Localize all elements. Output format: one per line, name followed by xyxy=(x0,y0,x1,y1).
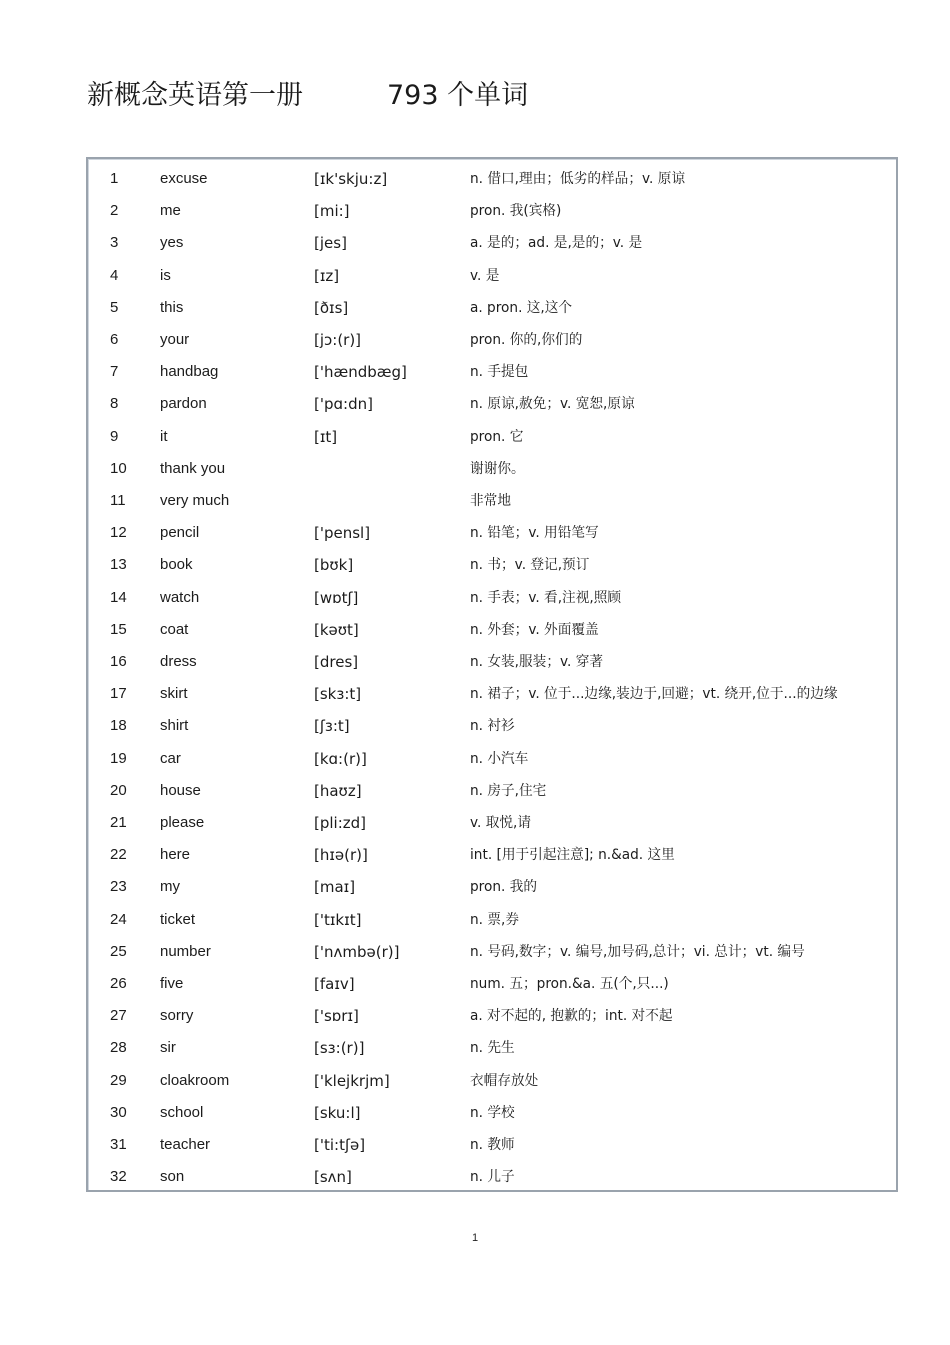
entry-word: me xyxy=(160,202,181,220)
entry-number: 5 xyxy=(110,298,119,316)
entry-number: 17 xyxy=(110,685,127,703)
table-row xyxy=(88,710,896,742)
entry-definition: v. 是 xyxy=(470,267,500,284)
entry-number: 10 xyxy=(110,459,127,477)
entry-definition: n. 衬衫 xyxy=(470,718,515,735)
table-row xyxy=(88,936,896,968)
entry-definition: n. 原谅,赦免；v. 宽恕,原谅 xyxy=(470,396,635,413)
entry-definition: a. 对不起的, 抱歉的；int. 对不起 xyxy=(470,1008,673,1025)
table-row xyxy=(88,1097,896,1129)
entry-phonetic: [skɜ:t] xyxy=(314,685,362,704)
entry-number: 19 xyxy=(110,749,127,767)
entry-number: 9 xyxy=(110,427,119,445)
entry-definition: pron. 我的 xyxy=(470,879,538,896)
entry-phonetic: [hɪə(r)] xyxy=(314,846,368,865)
entry-number: 26 xyxy=(110,975,127,992)
book-title: 新概念英语第一册 xyxy=(87,79,303,111)
entry-definition: n. 手表；v. 看,注视,照顾 xyxy=(470,589,622,606)
entry-number: 6 xyxy=(110,331,119,348)
entry-word: teacher xyxy=(160,1136,211,1153)
table-row xyxy=(88,549,896,581)
entry-word: yes xyxy=(160,234,184,252)
entry-number: 8 xyxy=(110,395,119,413)
entry-number: 27 xyxy=(110,1007,127,1025)
entry-word: cloakroom xyxy=(160,1071,230,1089)
table-row xyxy=(88,968,896,1000)
entry-word: excuse xyxy=(160,170,208,187)
entry-word: car xyxy=(160,749,181,767)
entry-phonetic: ['pɑ:dn] xyxy=(314,395,373,414)
table-row xyxy=(88,227,896,259)
entry-phonetic xyxy=(314,485,464,517)
entry-word: skirt xyxy=(160,685,188,703)
entry-definition: pron. 它 xyxy=(470,428,524,445)
entry-definition: 非常地 xyxy=(470,493,511,509)
vocabulary-table xyxy=(86,157,898,1192)
entry-definition: 谢谢你。 xyxy=(470,460,525,477)
entry-definition: n. 房子,住宅 xyxy=(470,782,547,799)
table-row xyxy=(88,646,896,678)
table-row xyxy=(88,485,896,517)
entry-word: son xyxy=(160,1168,185,1186)
entry-word: book xyxy=(160,556,193,574)
entry-word: ticket xyxy=(160,910,196,928)
entry-number: 11 xyxy=(110,492,126,509)
entry-number: 20 xyxy=(110,781,127,799)
table-row xyxy=(88,839,896,871)
entry-phonetic: [maɪ] xyxy=(314,878,356,897)
entry-definition: n. 票,券 xyxy=(470,911,520,928)
entry-word: house xyxy=(160,781,201,799)
table-row xyxy=(88,743,896,775)
entry-number: 25 xyxy=(110,942,127,960)
entry-phonetic xyxy=(314,453,464,485)
entry-number: 18 xyxy=(110,717,127,735)
entry-word: this xyxy=(160,298,184,316)
table-row xyxy=(88,195,896,227)
table-row xyxy=(88,904,896,936)
entry-phonetic: [kɑ:(r)] xyxy=(314,749,367,768)
entry-phonetic: [kəʊt] xyxy=(314,620,359,639)
entry-number: 4 xyxy=(110,266,119,284)
entry-definition: 衣帽存放处 xyxy=(470,1072,539,1089)
entry-word: my xyxy=(160,878,180,896)
entry-definition: v. 取悦,请 xyxy=(470,815,532,831)
entry-phonetic: [ɪk'skju:z] xyxy=(314,170,388,188)
entry-definition: n. 小汽车 xyxy=(470,750,529,767)
entry-number: 1 xyxy=(110,170,119,187)
entry-phonetic: [mi:] xyxy=(314,202,350,221)
entry-number: 3 xyxy=(110,234,119,252)
table-row xyxy=(88,1000,896,1032)
table-row xyxy=(88,324,896,356)
entry-definition: n. 铅笔；v. 用铅笔写 xyxy=(470,525,599,542)
table-row xyxy=(88,678,896,710)
entry-definition: pron. 你的,你们的 xyxy=(470,332,583,348)
entry-number: 31 xyxy=(110,1136,127,1153)
entry-definition: n. 裙子；v. 位于...边缘,装边于,回避；vt. 绕开,位于...的边缘 xyxy=(470,686,838,703)
entry-phonetic: [jɔ:(r)] xyxy=(314,331,362,349)
entry-number: 14 xyxy=(110,588,127,606)
entry-word: it xyxy=(160,427,168,445)
entry-phonetic: [ɪt] xyxy=(314,427,338,446)
entry-phonetic: [sku:l] xyxy=(314,1103,361,1122)
entry-word: dress xyxy=(160,653,197,670)
entry-phonetic: ['hændbæg] xyxy=(314,363,407,382)
entry-definition: n. 女装,服装；v. 穿著 xyxy=(470,654,604,670)
entry-phonetic: ['klejkrjm] xyxy=(314,1071,390,1090)
word-count: 793 个单词 xyxy=(387,79,529,111)
entry-phonetic: ['pensl] xyxy=(314,524,371,543)
entry-word: thank you xyxy=(160,459,226,477)
entry-number: 15 xyxy=(110,620,127,638)
entry-word: your xyxy=(160,331,190,348)
page-number: 1 xyxy=(471,1232,479,1244)
entry-definition: n. 教师 xyxy=(470,1137,515,1153)
entry-word: coat xyxy=(160,620,189,638)
entry-number: 28 xyxy=(110,1039,127,1057)
entry-phonetic: [faɪv] xyxy=(314,975,355,993)
entry-phonetic: [ɪz] xyxy=(314,266,340,285)
entry-definition: a. pron. 这,这个 xyxy=(470,299,573,316)
entry-definition: n. 儿子 xyxy=(470,1169,515,1186)
entry-definition: n. 借口,理由；低劣的样品；v. 原谅 xyxy=(470,171,686,187)
entry-phonetic: ['tɪkɪt] xyxy=(314,910,362,929)
entry-definition: a. 是的；ad. 是,是的；v. 是 xyxy=(470,235,643,252)
entry-number: 23 xyxy=(110,878,127,896)
table-row xyxy=(88,292,896,324)
entry-word: here xyxy=(160,846,191,864)
entry-phonetic: [sɜ:(r)] xyxy=(314,1039,365,1058)
entry-number: 16 xyxy=(110,653,127,670)
entry-word: pencil xyxy=(160,524,200,542)
table-row xyxy=(88,517,896,549)
entry-word: is xyxy=(160,266,171,284)
table-row xyxy=(88,388,896,420)
entry-phonetic: [ʃɜ:t] xyxy=(314,717,350,736)
entry-word: sorry xyxy=(160,1007,194,1025)
entry-phonetic: [haʊz] xyxy=(314,781,362,800)
entry-phonetic: [jes] xyxy=(314,234,347,253)
entry-word: shirt xyxy=(160,717,189,735)
entry-phonetic: ['ti:tʃə] xyxy=(314,1136,366,1154)
table-row xyxy=(88,614,896,646)
entry-definition: n. 书；v. 登记,预订 xyxy=(470,557,590,574)
entry-phonetic: [bʊk] xyxy=(314,556,354,575)
entry-word: school xyxy=(160,1103,204,1121)
table-row xyxy=(88,775,896,807)
entry-phonetic: [dres] xyxy=(314,653,359,671)
table-row xyxy=(88,356,896,388)
entry-number: 12 xyxy=(110,524,127,542)
table-row xyxy=(88,453,896,485)
entry-phonetic: [sʌn] xyxy=(314,1168,352,1187)
table-row xyxy=(88,871,896,903)
entry-word: very much xyxy=(160,492,230,509)
entry-definition: num. 五；pron.&a. 五(个,只...) xyxy=(470,976,669,992)
entry-word: number xyxy=(160,942,211,960)
entry-number: 21 xyxy=(110,814,127,831)
entry-number: 30 xyxy=(110,1103,127,1121)
entry-definition: n. 号码,数字；v. 编号,加号码,总计；vi. 总计；vt. 编号 xyxy=(470,943,805,960)
entry-phonetic: [pli:zd] xyxy=(314,814,367,832)
table-row xyxy=(88,421,896,453)
entry-definition: n. 外套；v. 外面覆盖 xyxy=(470,621,599,638)
entry-word: pardon xyxy=(160,395,207,413)
entry-word: please xyxy=(160,814,205,831)
table-row xyxy=(88,1161,896,1193)
table-row xyxy=(88,1129,896,1161)
entry-definition: n. 学校 xyxy=(470,1104,515,1121)
entry-phonetic: [wɒtʃ] xyxy=(314,588,359,607)
entry-definition: pron. 我(宾格) xyxy=(470,203,562,220)
entry-number: 22 xyxy=(110,846,127,864)
entry-number: 13 xyxy=(110,556,127,574)
entry-number: 32 xyxy=(110,1168,127,1186)
entry-word: handbag xyxy=(160,363,219,381)
entry-word: watch xyxy=(160,588,200,606)
table-row xyxy=(88,582,896,614)
entry-phonetic: ['sɒrɪ] xyxy=(314,1007,359,1026)
entry-number: 2 xyxy=(110,202,119,220)
entry-phonetic: ['nʌmbə(r)] xyxy=(314,942,400,961)
table-row xyxy=(88,163,896,195)
table-row xyxy=(88,807,896,839)
table-row xyxy=(88,1032,896,1064)
table-row xyxy=(88,260,896,292)
table-row xyxy=(88,1065,896,1097)
entry-number: 24 xyxy=(110,910,127,928)
entry-number: 7 xyxy=(110,363,119,381)
entry-definition: n. 手提包 xyxy=(470,364,529,381)
entry-word: five xyxy=(160,975,184,992)
page-title xyxy=(87,72,528,112)
entry-word: sir xyxy=(160,1039,176,1057)
entry-definition: n. 先生 xyxy=(470,1040,515,1057)
entry-definition: int. [用于引起注意]; n.&ad. 这里 xyxy=(470,847,675,864)
entry-number: 29 xyxy=(110,1071,127,1089)
entry-phonetic: [ðɪs] xyxy=(314,298,349,317)
